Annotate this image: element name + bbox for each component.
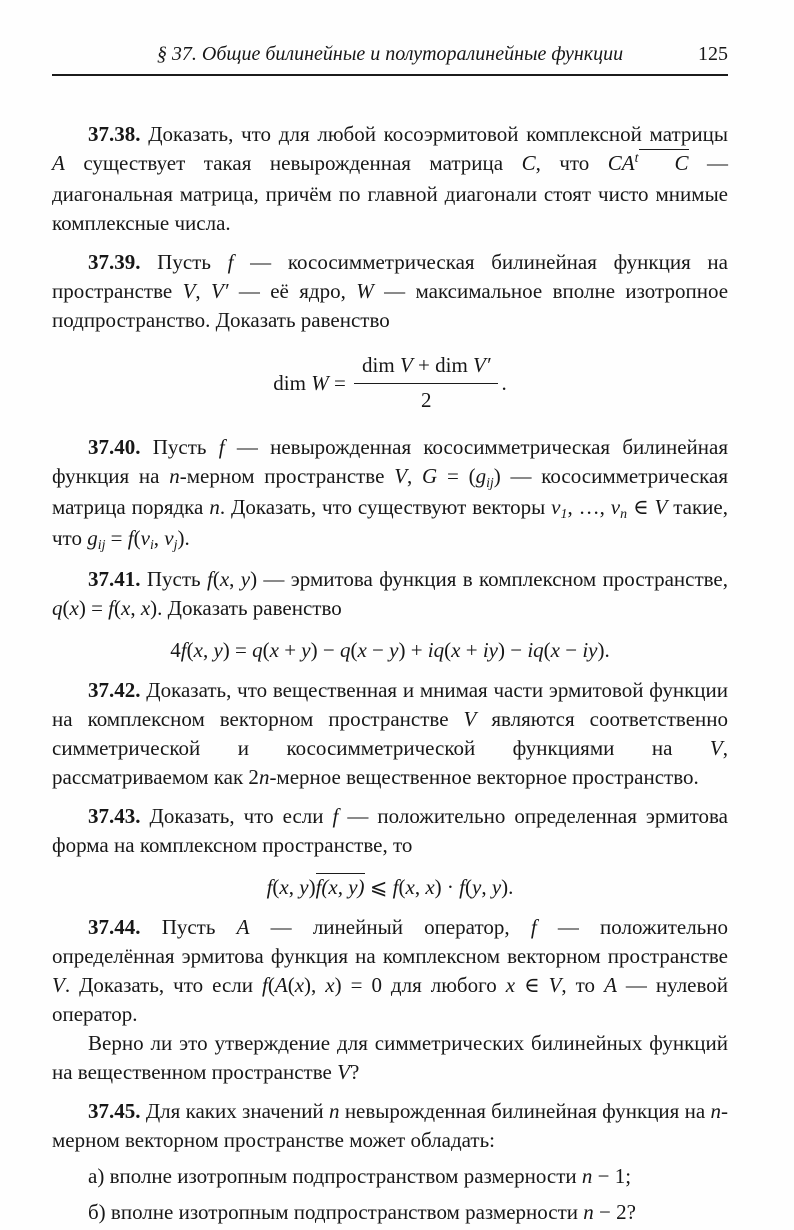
paragraph	[52, 676, 728, 792]
text-run: Пусть	[140, 567, 207, 591]
text-run: + dim	[412, 353, 474, 377]
display-formula	[52, 636, 728, 665]
text-run: v	[610, 495, 621, 519]
text-run: x	[405, 875, 415, 899]
running-head	[52, 42, 728, 66]
text-run: V	[337, 1060, 350, 1084]
text-run: v	[164, 526, 174, 550]
paragraph	[52, 1029, 728, 1087]
text-run: q	[52, 596, 63, 620]
formula-row	[273, 353, 506, 417]
text-run: ∈	[627, 495, 655, 519]
problem	[52, 248, 728, 417]
page-number: 125	[698, 43, 728, 65]
text-run: ) = 0 для любого	[334, 973, 506, 997]
text-run: ) −	[497, 638, 528, 662]
text-run: G	[422, 464, 438, 488]
text-run: dim	[273, 370, 312, 395]
text-run: x	[550, 638, 560, 662]
text-run: (	[350, 638, 358, 662]
text-run: g	[87, 526, 98, 550]
text-run: 4	[170, 638, 181, 662]
paragraph	[52, 433, 728, 555]
problem-number: 37.38.	[88, 122, 141, 146]
text-run: V	[182, 279, 196, 303]
text-run: ′	[485, 353, 491, 377]
problem	[52, 913, 728, 1087]
text-run: (	[465, 875, 472, 899]
text-run: -мерном пространстве	[179, 464, 395, 488]
text-run: ∈	[515, 973, 549, 997]
text-run: (	[398, 875, 406, 899]
text-run: (	[444, 638, 452, 662]
text-run: существует такая невырожденная матрица	[64, 151, 522, 175]
text-run: f	[180, 638, 187, 662]
text-run: n	[710, 1099, 721, 1123]
text-run: ).	[177, 526, 190, 550]
text-run: n	[620, 505, 628, 521]
text-run: n	[581, 1164, 593, 1188]
text-run: ,	[153, 526, 165, 550]
text-run: V	[394, 464, 408, 488]
text-run: − 1;	[592, 1164, 632, 1188]
text-run: (	[114, 596, 122, 620]
text-run: ,	[414, 875, 426, 899]
page-header	[52, 42, 728, 76]
text-run: x	[69, 596, 79, 620]
paragraph	[52, 1097, 728, 1155]
text-run: ,	[202, 638, 214, 662]
text-run: ) — кососимметрическая матрица порядка	[52, 464, 728, 519]
text-run: -мерное вещественное векторное пространство.	[269, 765, 699, 789]
text-run: v	[551, 495, 561, 519]
fraction	[354, 351, 498, 415]
text-run: ,	[288, 875, 300, 899]
text-run: (	[267, 973, 275, 997]
text-run: g	[475, 464, 487, 488]
text-run: ) =	[222, 638, 253, 662]
text-run: y	[240, 567, 251, 591]
text-run: -мерном векторном пространстве может обладать:	[52, 1099, 728, 1152]
text-run: C	[639, 149, 689, 175]
text-run: f	[459, 875, 465, 899]
text-run: y	[491, 875, 502, 899]
text-run: — максимальное вполне изотропное подпространство. Доказать равенство	[52, 279, 729, 332]
text-run: dim	[362, 353, 400, 377]
text-run: n	[209, 495, 220, 519]
text-run: — невырожденная кососимметрическая билинейная функция на	[52, 435, 728, 488]
fraction-numerator	[354, 351, 498, 384]
text-run: n	[329, 1099, 340, 1123]
problem	[52, 676, 728, 792]
text-run: ) −	[310, 638, 340, 662]
text-run: Доказать, что если	[140, 804, 333, 828]
text-run: q	[339, 638, 351, 662]
text-run: — нулевой оператор.	[52, 973, 729, 1026]
problem	[52, 802, 728, 902]
text-run: f	[206, 567, 213, 591]
text-run: (	[133, 526, 141, 550]
text-run: V	[548, 973, 562, 997]
text-run: iy	[582, 638, 598, 662]
text-run: f	[392, 875, 399, 899]
text-run: Пусть	[140, 435, 219, 459]
text-run: f	[127, 526, 134, 550]
text-run: Доказать, что вещественная и мнимая части эрмитовой функции на комплексном векторном пространстве	[52, 678, 728, 731]
text-run: 2	[421, 388, 432, 412]
text-run: x	[140, 596, 151, 620]
text-run: ) ·	[434, 875, 460, 899]
text-run: j	[173, 536, 178, 552]
text-run: V	[52, 973, 65, 997]
text-run: б) вполне изотропным подпространством размерности	[88, 1200, 584, 1224]
problem-number: 37.44.	[88, 915, 141, 939]
text-run: A	[274, 973, 288, 997]
text-run: (	[272, 875, 280, 899]
text-run: =	[328, 370, 352, 395]
paragraph	[52, 120, 728, 238]
text-run: (	[262, 638, 270, 662]
text-run: −	[559, 638, 583, 662]
display-formula	[52, 353, 728, 417]
problem-number: 37.41.	[88, 567, 141, 591]
text-run: iy	[482, 638, 498, 662]
text-run: (	[186, 638, 194, 662]
text-run: являются соответственно симметрической и кососимметрической функциями на	[52, 707, 728, 760]
paragraph	[52, 802, 728, 860]
text-run: x	[219, 567, 230, 591]
text-run: W	[311, 370, 329, 395]
text-run: . Доказать, что существуют векторы	[219, 495, 552, 519]
text-run: V	[473, 353, 486, 377]
text-run: , …,	[567, 495, 611, 519]
text-run: f	[262, 973, 268, 997]
text-run: V	[211, 279, 224, 303]
text-run: (	[287, 973, 295, 997]
text-run: A	[52, 151, 65, 175]
text-run: ,	[407, 464, 423, 488]
text-run: x	[121, 596, 131, 620]
text-run: ) =	[78, 596, 109, 620]
text-run: V	[709, 736, 723, 760]
text-run: ). Доказать равенство	[150, 596, 342, 620]
text-run: Доказать, что для любой косоэрмитовой комплексной матрицы	[140, 122, 728, 146]
text-run: n	[169, 464, 180, 488]
text-run: ⩽	[364, 875, 393, 899]
text-run: а) вполне изотропным подпространством размерности	[88, 1164, 582, 1188]
text-run: x	[425, 875, 435, 899]
text-run: f	[332, 804, 339, 828]
text-run: A	[236, 915, 250, 939]
text-run: f	[218, 435, 225, 459]
text-run: Для каких значений	[140, 1099, 329, 1123]
text-run: (	[62, 596, 70, 620]
text-run: ,	[481, 875, 492, 899]
text-run: Пусть	[140, 250, 228, 274]
text-run: — её ядро,	[228, 279, 357, 303]
fraction-denominator	[354, 384, 498, 415]
text-run: C	[521, 151, 536, 175]
text-run: )	[308, 875, 316, 899]
text-run: n	[258, 765, 270, 789]
text-run: f	[108, 596, 115, 620]
list-item	[52, 1162, 728, 1191]
text-run: x	[325, 973, 335, 997]
text-run: — линейный оператор,	[249, 915, 531, 939]
text-run: невырожденная билинейная функция на	[339, 1099, 711, 1123]
problem-number: 37.43.	[88, 804, 141, 828]
text-run: y	[472, 875, 482, 899]
text-run: = (	[437, 464, 476, 488]
paragraph	[52, 248, 728, 335]
text-run: ),	[304, 973, 326, 997]
text-run: — положительно определённая эрмитова функция на комплексном векторном пространстве	[52, 915, 728, 968]
text-run: n	[583, 1200, 594, 1224]
text-run: x	[279, 875, 289, 899]
text-run: ?	[349, 1060, 360, 1084]
text-run: V	[654, 495, 668, 519]
text-run: i	[149, 536, 154, 552]
text-run: (	[212, 567, 220, 591]
text-run: ,	[229, 567, 241, 591]
text-run: , рассматриваемом как 2	[52, 736, 728, 789]
text-run: y	[213, 638, 223, 662]
text-run: Верно ли это утверждение для симметрических билинейных функций на вещественном пространстве	[52, 1031, 728, 1084]
text-run: y	[299, 875, 309, 899]
text-run: x	[193, 638, 203, 662]
problem	[52, 433, 728, 555]
text-run: x	[357, 638, 367, 662]
display-formula	[52, 873, 728, 902]
section-title: § 37. Общие билинейные и полуторалинейные функции	[156, 43, 624, 65]
text-run: =	[105, 526, 128, 550]
paragraph	[52, 913, 728, 1029]
text-run: A	[604, 973, 617, 997]
text-run: f(x, y)	[315, 875, 365, 899]
text-run: −	[366, 638, 390, 662]
text-run: ) — эрмитова функция в комплексном пространстве,	[250, 567, 729, 591]
text-run: t	[634, 150, 639, 166]
problem	[52, 565, 728, 665]
text-run: y	[301, 638, 311, 662]
text-run: — диагональная матрица, причём по главной диагонали стоят чисто мнимые комплексные числа.	[52, 151, 729, 235]
text-run: V	[463, 707, 477, 731]
text-run: V	[399, 353, 413, 377]
text-run: Пусть	[140, 915, 237, 939]
text-run: x	[269, 638, 279, 662]
text-run: (	[543, 638, 551, 662]
text-run: − 2?	[593, 1200, 636, 1224]
text-run: iq	[427, 638, 445, 662]
text-run: ij	[486, 474, 494, 490]
text-run: ,	[195, 279, 212, 303]
problems	[52, 120, 728, 1227]
problem	[52, 1097, 728, 1227]
text-run: — кососимметрическая билинейная функция на пространстве	[52, 250, 728, 303]
text-run: ).	[597, 638, 610, 662]
text-run: x	[294, 973, 305, 997]
text-run: ,	[130, 596, 141, 620]
list-item	[52, 1198, 728, 1227]
problem	[52, 120, 728, 238]
text-run: W	[356, 279, 374, 303]
text-run: . Доказать, что если	[64, 973, 263, 997]
text-run: CA	[607, 151, 635, 175]
text-run: — положительно определенная эрмитова форма на комплексном пространстве, то	[52, 804, 728, 857]
problem-number: 37.45.	[88, 1099, 141, 1123]
text-run: iq	[527, 638, 544, 662]
text-run: f	[266, 875, 273, 899]
text-run: q	[252, 638, 263, 662]
text-run: .	[501, 370, 507, 395]
text-run: 1	[560, 505, 568, 521]
text-run: такие, что	[52, 495, 728, 550]
text-run: , то	[561, 973, 605, 997]
problem-number: 37.42.	[88, 678, 141, 702]
text-run: , что	[535, 151, 608, 175]
text-run: ij	[97, 536, 106, 552]
text-run: ) +	[398, 638, 428, 662]
problem-number: 37.39.	[88, 250, 141, 274]
text-run: f	[530, 915, 537, 939]
text-run: ).	[501, 875, 514, 899]
text-run: x	[451, 638, 461, 662]
problem-number: 37.40.	[88, 435, 141, 459]
text-run: +	[278, 638, 302, 662]
header-rule	[52, 74, 728, 76]
text-run: x	[505, 973, 516, 997]
text-run: f	[227, 250, 234, 274]
paragraph	[52, 565, 728, 623]
text-run: y	[389, 638, 399, 662]
text-run: ′	[223, 279, 229, 303]
text-run: +	[460, 638, 483, 662]
text-run: v	[140, 526, 150, 550]
